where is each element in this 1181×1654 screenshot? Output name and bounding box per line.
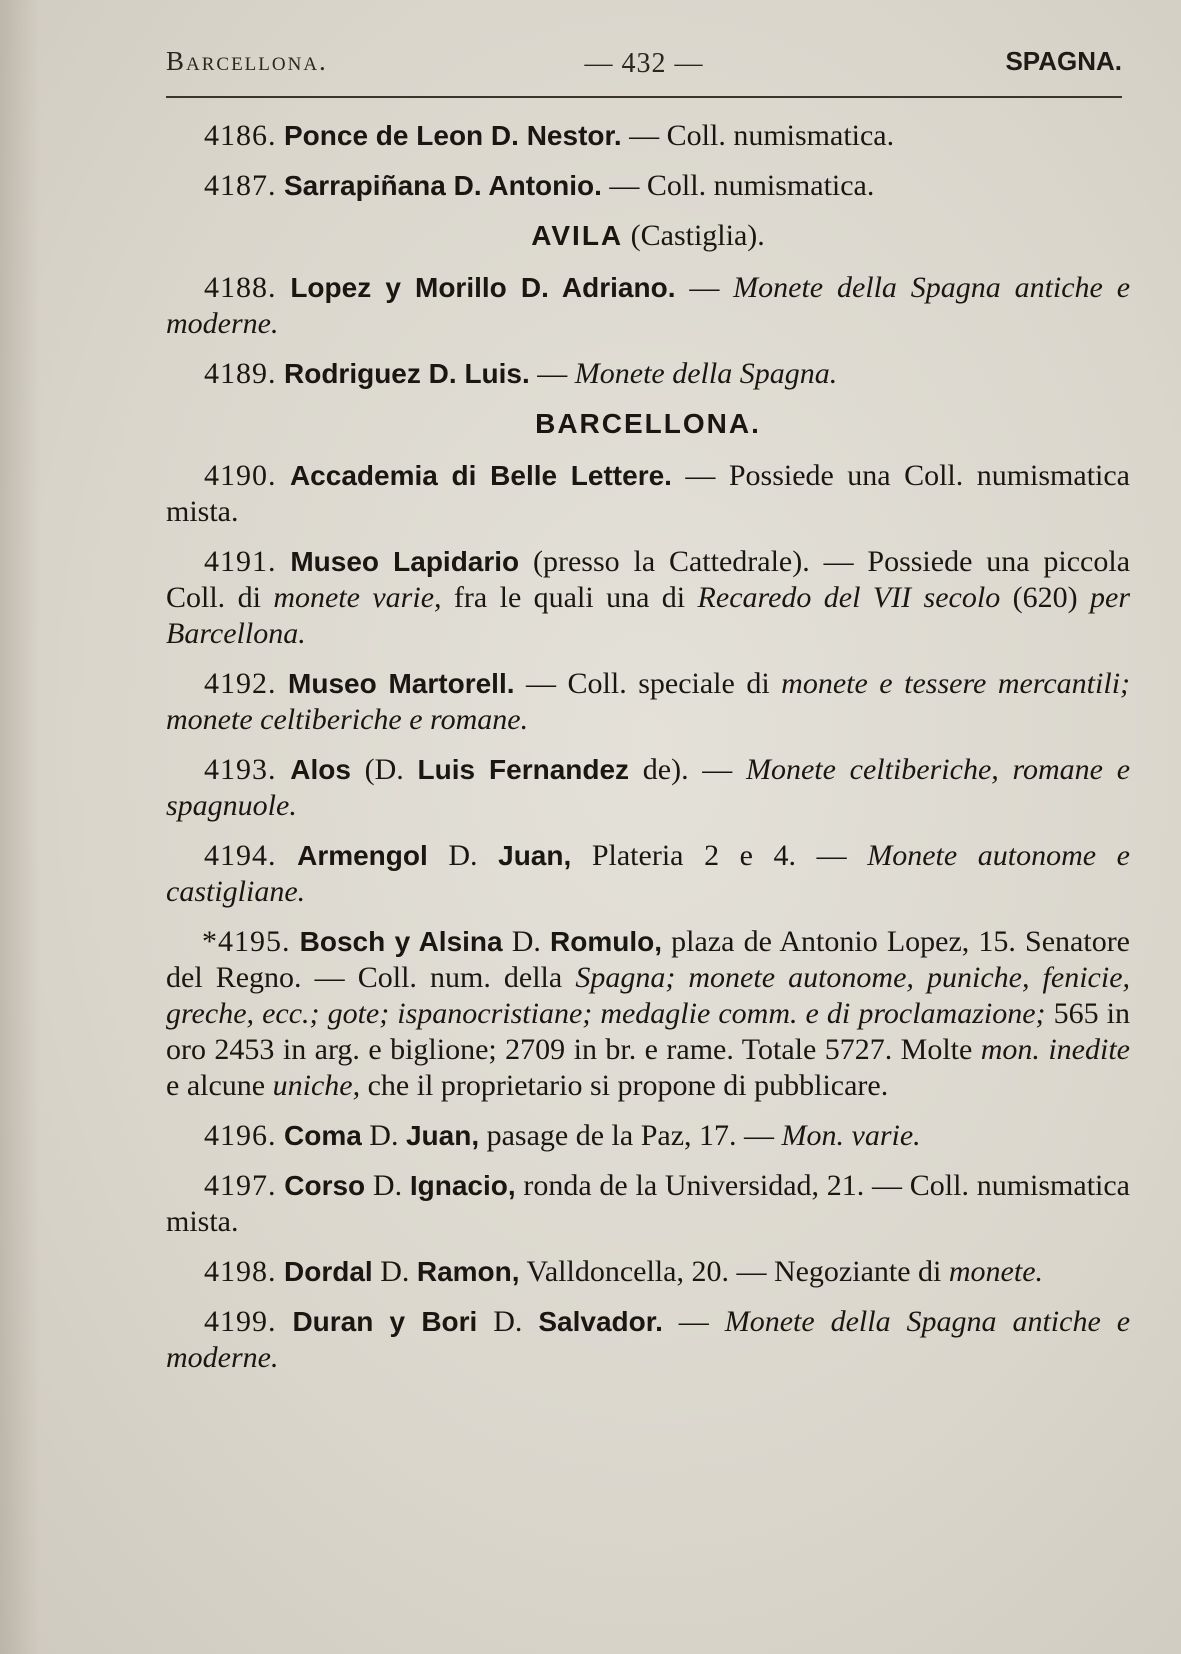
entry-text: Plateria 2 e 4. —	[571, 839, 868, 872]
section-title: AVILA	[531, 220, 624, 251]
collector-given-name: Ignacio,	[409, 1170, 516, 1201]
entry-text: D.	[372, 1255, 417, 1288]
entry-description: Monete della Spagna.	[574, 357, 838, 390]
entry-description: — Coll. numismatica.	[621, 119, 895, 152]
collector-given-name: Juan,	[405, 1120, 480, 1151]
entry-text: (620)	[1000, 581, 1090, 614]
entry-text: Valldoncella, 20. — Negoziante di	[519, 1255, 949, 1288]
entry-text: pasage de la Paz, 17. —	[479, 1119, 782, 1152]
entry-4186	[166, 118, 1130, 154]
entry-text: D.	[365, 1169, 410, 1202]
entry-4195	[166, 924, 1130, 1104]
collector-name: Ponce de Leon D. Nestor.	[284, 120, 622, 151]
collector-name: Rodriguez D. Luis.	[284, 358, 530, 389]
entry-italic: Mon. varie.	[781, 1119, 921, 1152]
entry-text: (presso la Cattedrale). — Possiede una piccola Coll. di	[166, 545, 1131, 614]
collector-name: Bosch y Alsina	[299, 926, 503, 957]
entry-italic: Recaredo del VII secolo	[697, 581, 1001, 614]
entry-4191	[166, 544, 1130, 652]
collector-given-name: Romulo,	[550, 926, 663, 957]
section-subtitle: (Castiglia).	[623, 219, 765, 252]
entry-text: 565 in oro 2453 in arg. e biglione; 2709 in br. e rame. Totale 5727. Molte	[166, 997, 1130, 1066]
entry-number: 4188.	[204, 271, 277, 304]
entry-number: 4186.	[204, 119, 277, 152]
entry-4188	[166, 270, 1130, 342]
entry-number: 4187.	[204, 169, 277, 202]
entry-4198	[166, 1254, 1130, 1290]
entry-description: — Coll. numismatica.	[601, 169, 875, 202]
page-number: — 432 —	[584, 48, 704, 79]
entry-4187	[166, 168, 1130, 204]
entry-text: D.	[427, 839, 499, 872]
separator: —	[529, 357, 575, 390]
entry-4192	[166, 666, 1130, 738]
section-title: BARCELLONA.	[535, 408, 761, 439]
section-heading-avila	[166, 218, 1130, 254]
entry-text: —	[662, 1305, 725, 1338]
entry-number: 4189.	[204, 357, 277, 390]
entry-italic: Monete della Spagna antiche e moderne.	[166, 1305, 1131, 1374]
collector-name: Lopez y Morillo D. Adriano.	[290, 272, 676, 303]
directory-listing	[166, 118, 1130, 1390]
entry-italic: Monete celtiberiche, romane e spagnuole.	[166, 753, 1131, 822]
entry-number: 4193.	[204, 753, 277, 786]
entry-text: che il proprietario si propone di pubblicare.	[360, 1069, 889, 1102]
separator: —	[675, 271, 734, 304]
entry-italic: uniche,	[272, 1069, 361, 1102]
header-country: SPAGNA.	[1005, 46, 1122, 76]
entry-number: 4192.	[204, 667, 277, 700]
entry-4196	[166, 1118, 1130, 1154]
entry-italic: mon. inedite	[980, 1033, 1130, 1066]
collector-given-name: Ramon,	[416, 1256, 520, 1287]
collector-given-name: Salvador.	[538, 1306, 663, 1337]
entry-text: D.	[502, 925, 551, 958]
entry-4199	[166, 1304, 1130, 1376]
entry-description: Monete della Spagna antiche e moderne.	[166, 271, 1131, 340]
header-rule	[166, 96, 1122, 98]
entry-text: (D.	[350, 753, 418, 786]
collector-name: Duran y Bori	[292, 1306, 478, 1337]
entry-4189	[166, 356, 1130, 392]
collector-name: Corso	[284, 1170, 366, 1201]
entry-number: 4197.	[204, 1169, 277, 1202]
entry-text: — Coll. speciale di	[514, 667, 782, 700]
entry-text: ronda de la Universidad, 21. — Coll. numismatica mista.	[166, 1169, 1130, 1238]
entry-number: *4195.	[202, 925, 291, 958]
entry-italic: Spagna; monete autonome, puniche, fenicie, greche, ecc.; gote; ispanocristiane; medaglie comm. e di proclamazione;	[166, 961, 1131, 1030]
entry-4197	[166, 1168, 1130, 1240]
collector-name: Alos	[290, 754, 351, 785]
collector-name: Museo Lapidario	[290, 546, 520, 577]
entry-4193	[166, 752, 1130, 824]
entry-italic: monete e tessere mercantili; monete celtiberiche e romane.	[166, 667, 1131, 736]
header-city: Barcellona.	[166, 46, 328, 76]
running-header	[166, 40, 1122, 90]
entry-text: fra le quali una di	[441, 581, 698, 614]
entry-italic: per Barcellona.	[166, 581, 1130, 650]
entry-4190	[166, 458, 1130, 530]
collector-given-name: Luis Fernandez	[417, 754, 630, 785]
entry-italic: monete varie,	[273, 581, 442, 614]
collector-name: Coma	[284, 1120, 362, 1151]
entry-number: 4194.	[204, 839, 277, 872]
entry-number: 4196.	[204, 1119, 277, 1152]
entry-text: plaza de Antonio Lopez, 15. Senatore del Regno. — Coll. num. della	[166, 925, 1130, 994]
entry-number: 4198.	[204, 1255, 277, 1288]
entry-text: D.	[477, 1305, 539, 1338]
entry-4194	[166, 838, 1130, 910]
entry-italic: monete.	[948, 1255, 1044, 1288]
entry-text: D.	[361, 1119, 406, 1152]
collector-name: Accademia di Belle Lettere.	[289, 460, 672, 491]
collector-name: Sarrapiñana D. Antonio.	[284, 170, 602, 201]
section-heading-barcellona	[166, 406, 1130, 442]
entry-number: 4191.	[204, 545, 277, 578]
entry-italic: Monete autonome e castigliane.	[166, 839, 1130, 908]
entry-text: e alcune	[166, 1069, 273, 1102]
collector-name: Museo Martorell.	[288, 668, 515, 699]
entry-description: — Possiede una Coll. numismatica mista.	[166, 459, 1130, 528]
entry-text: de). —	[629, 753, 746, 786]
collector-name: Dordal	[284, 1256, 373, 1287]
collector-name: Armengol	[297, 840, 428, 871]
entry-number: 4190.	[204, 459, 277, 492]
entry-number: 4199.	[204, 1305, 277, 1338]
page-gutter-shadow	[0, 0, 40, 1654]
collector-given-name: Juan,	[498, 840, 572, 871]
